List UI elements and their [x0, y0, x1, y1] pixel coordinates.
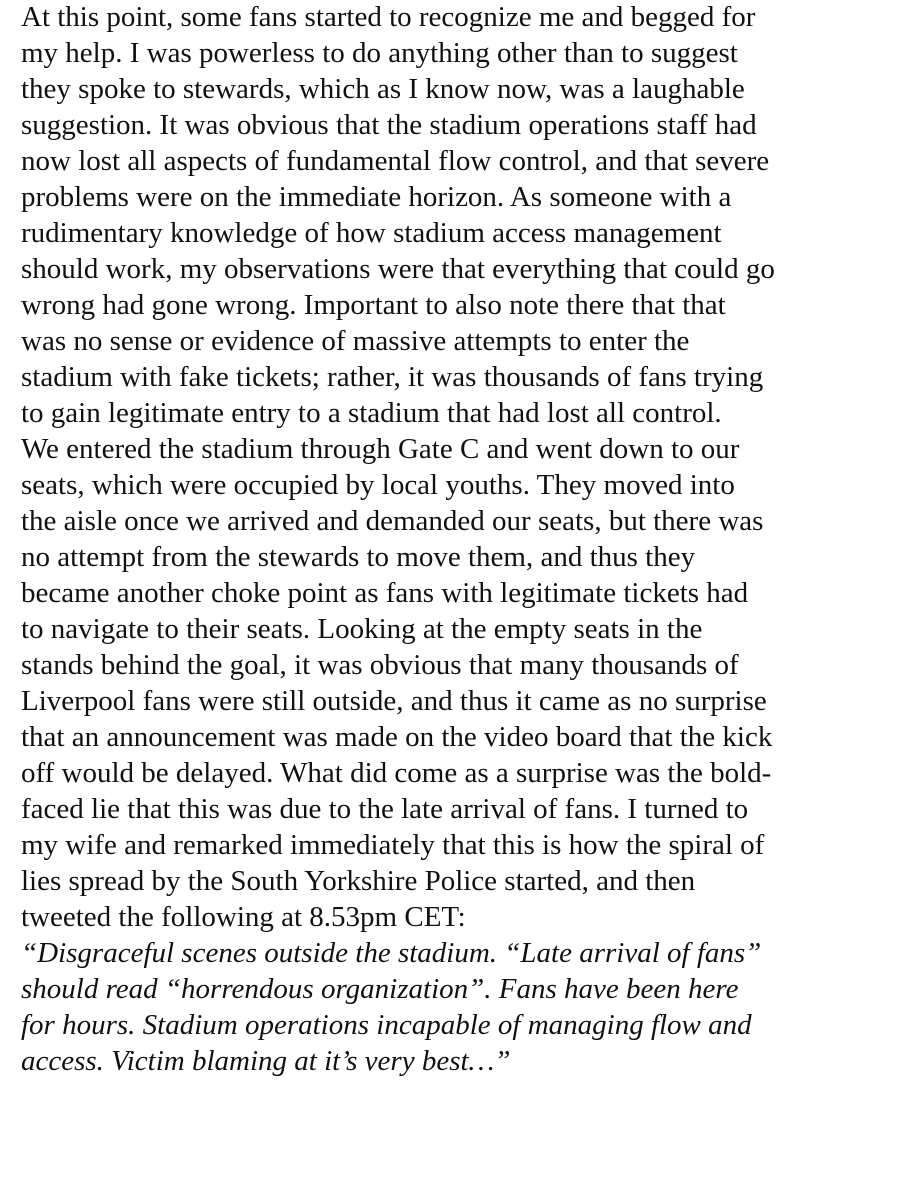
text-line: now lost all aspects of fundamental flow control, and that severe: [21, 145, 770, 177]
text-line: they spoke to stewards, which as I know now, was a laughable: [21, 73, 745, 105]
text-line: stands behind the goal, it was obvious that many thousands of: [21, 649, 739, 681]
text-line: off would be delayed. What did come as a surprise was the bold-: [21, 757, 772, 789]
quote-line: “Disgraceful scenes outside the stadium. “Late arrival of fans”: [21, 937, 762, 969]
text-line: should work, my observations were that everything that could go: [21, 253, 775, 285]
text-line: At this point, some fans started to recognize me and begged for: [21, 1, 756, 33]
text-line: stadium with fake tickets; rather, it was thousands of fans trying: [21, 361, 764, 393]
text-line: rudimentary knowledge of how stadium access management: [21, 217, 722, 249]
text-line: became another choke point as fans with legitimate tickets had: [21, 577, 749, 609]
text-line: was no sense or evidence of massive attempts to enter the: [21, 325, 690, 357]
text-line: lies spread by the South Yorkshire Police started, and then: [21, 865, 696, 897]
text-line: the aisle once we arrived and demanded our seats, but there was: [21, 505, 764, 537]
text-line: Liverpool fans were still outside, and thus it came as no surprise: [21, 685, 767, 717]
quote-line: should read “horrendous organization”. Fans have been here: [21, 973, 739, 1005]
text-line: We entered the stadium through Gate C and went down to our: [21, 433, 740, 465]
text-line: to gain legitimate entry to a stadium that had lost all control.: [21, 397, 722, 429]
text-line: faced lie that this was due to the late arrival of fans. I turned to: [21, 793, 749, 825]
text-line: my help. I was powerless to do anything other than to suggest: [21, 37, 738, 69]
text-line: tweeted the following at 8.53pm CET:: [21, 901, 466, 933]
text-line: to navigate to their seats. Looking at the empty seats in the: [21, 613, 703, 645]
text-line: wrong had gone wrong. Important to also note there that that: [21, 289, 726, 321]
quote-line: access. Victim blaming at it’s very best…”: [21, 1045, 511, 1077]
text-line: that an announcement was made on the video board that the kick: [21, 721, 773, 753]
text-line: suggestion. It was obvious that the stadium operations staff had: [21, 109, 757, 141]
quote-line: for hours. Stadium operations incapable of managing flow and: [21, 1009, 752, 1041]
text-line: seats, which were occupied by local youths. They moved into: [21, 469, 735, 501]
text-line: my wife and remarked immediately that this is how the spiral of: [21, 829, 765, 861]
text-line: problems were on the immediate horizon. As someone with a: [21, 181, 732, 213]
text-line: no attempt from the stewards to move them, and thus they: [21, 541, 696, 573]
